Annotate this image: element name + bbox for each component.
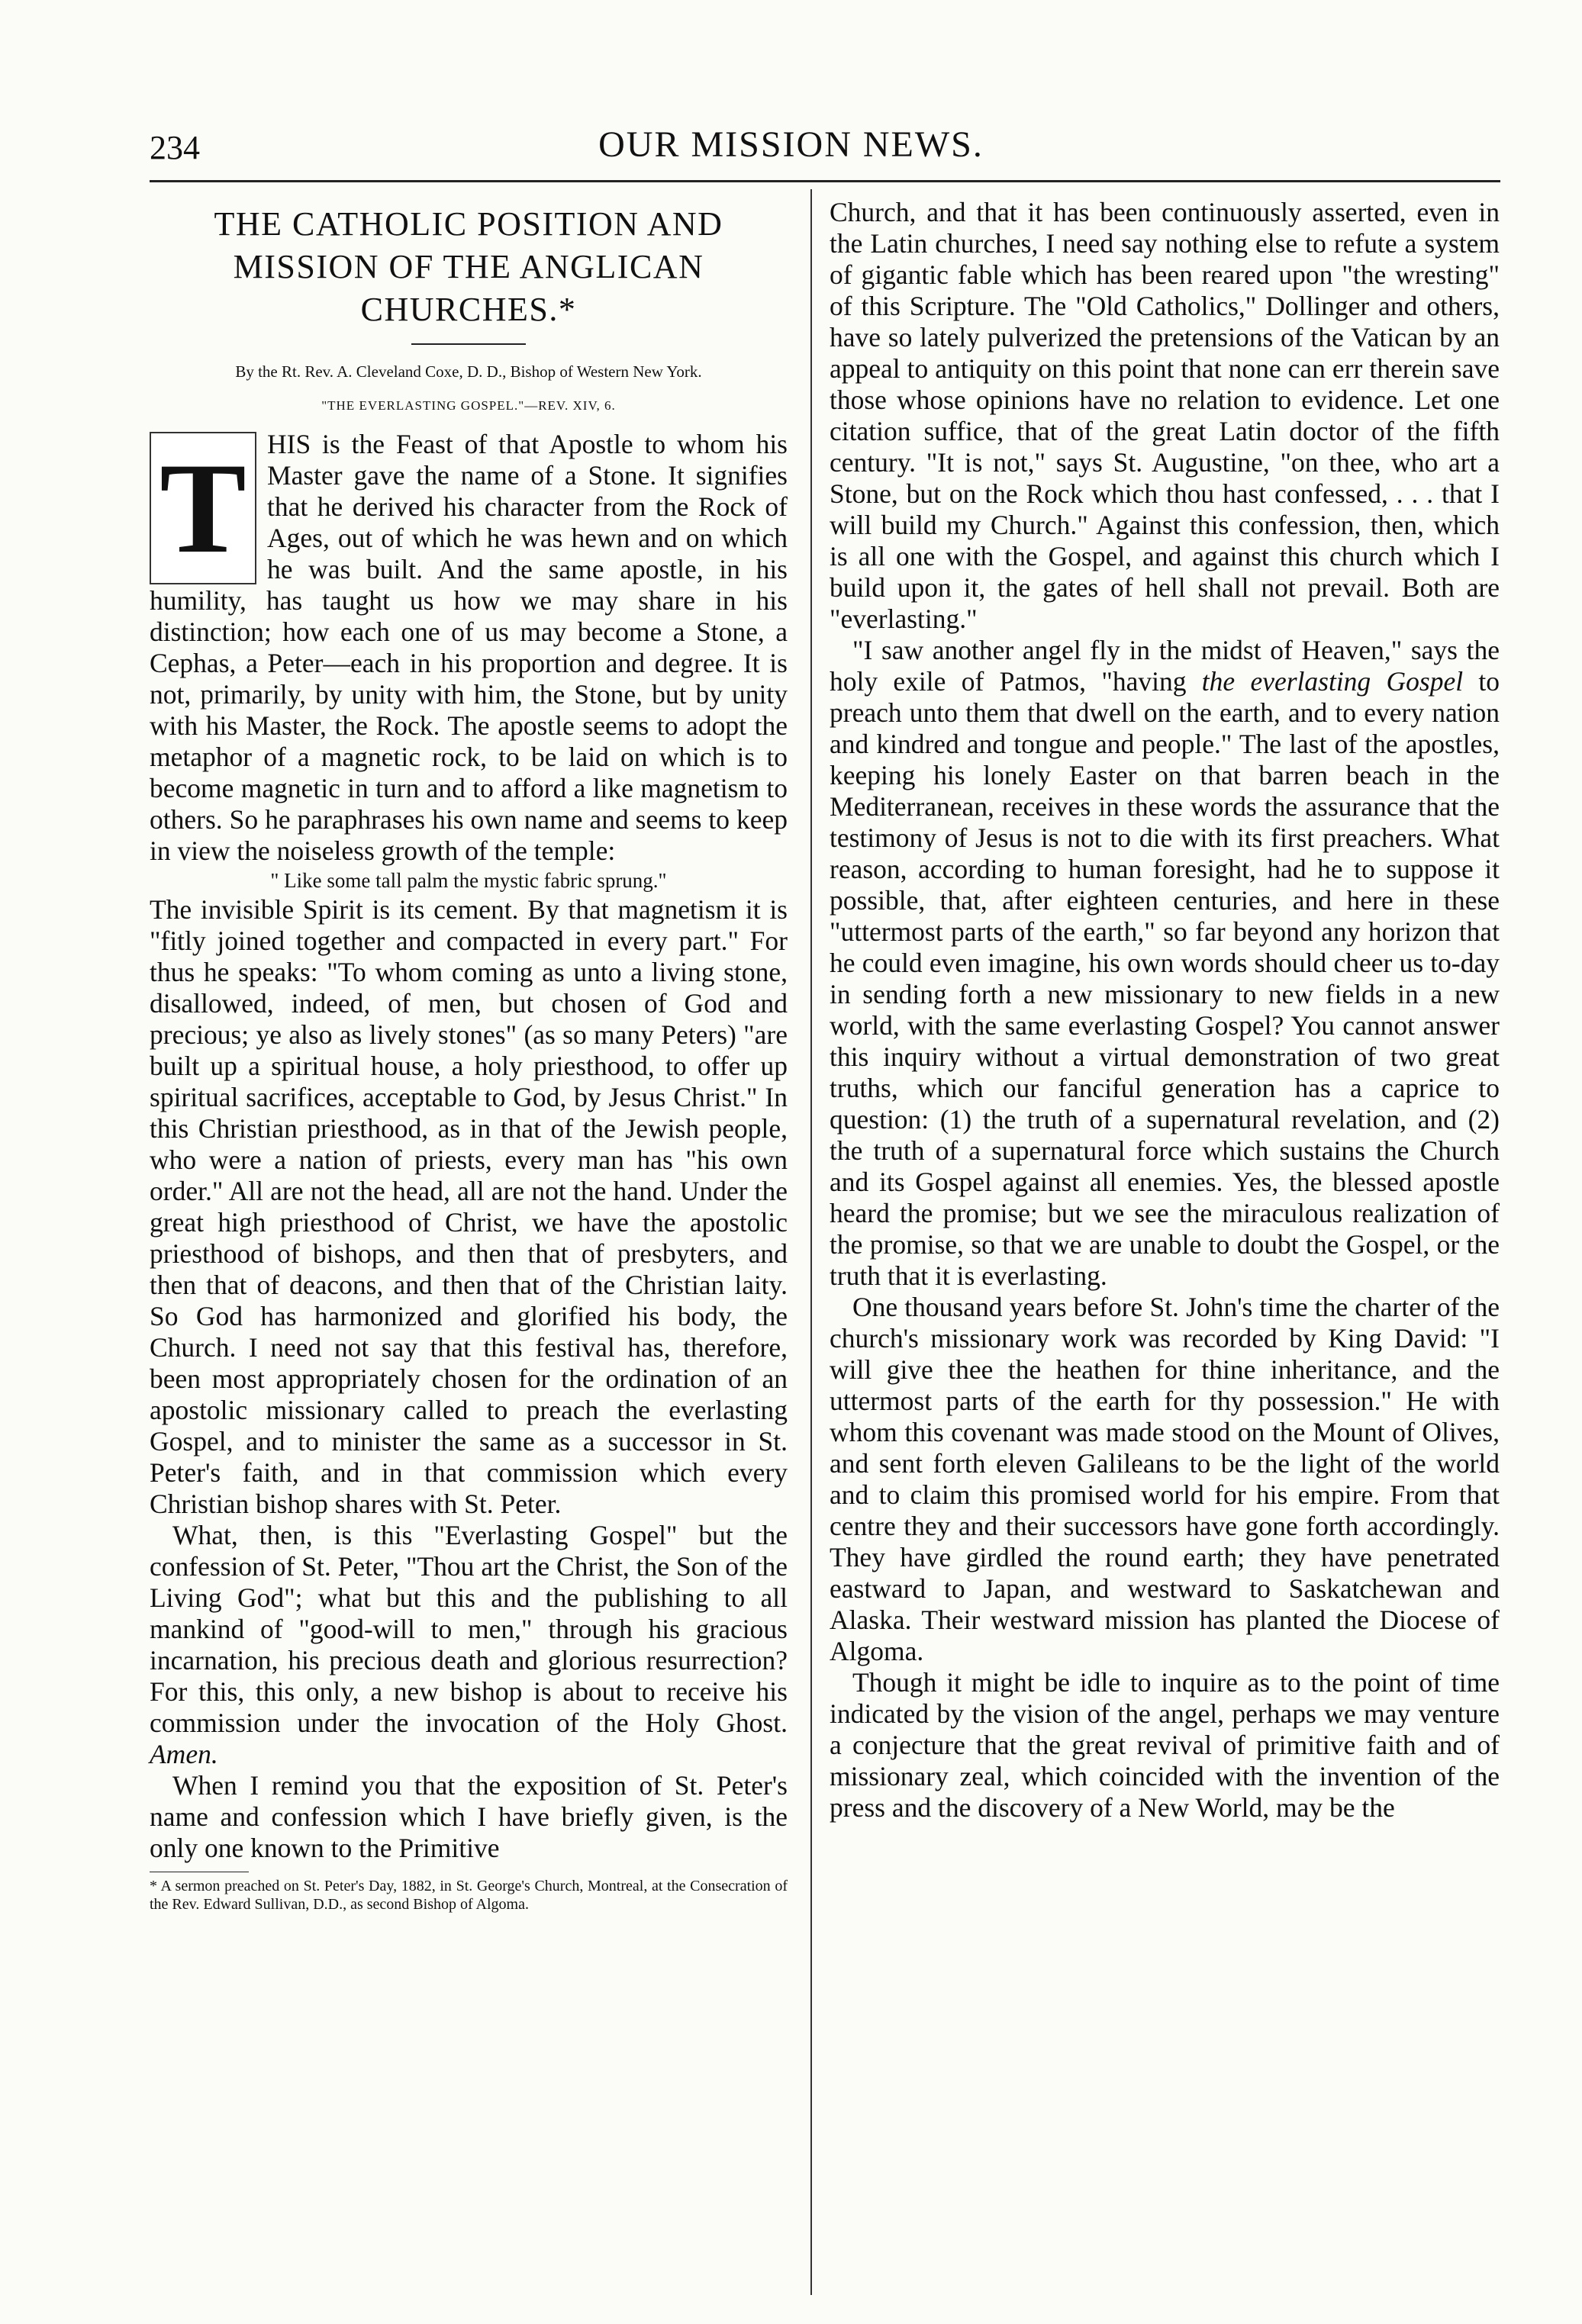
header-rule	[150, 180, 1500, 182]
article-title: THE CATHOLIC POSITION AND MISSION OF THE ANGLICAN CHURCHES.*	[214, 205, 723, 328]
paragraph-text: What, then, is this "Everlasting Gospel" but the confession of St. Peter, "Thou art the Christ, the Son of the Living God"; what but this and the publishing to all mankind of "good-will to men," through his gracious incarnation, his precious death and glorious resurrection? For this, this only, a new bishop is about to receive his commission under the invocation of the Holy Ghost.	[150, 1520, 788, 1738]
paragraph-text: HIS is the Feast of that Apostle to whom his Master gave the name of a Stone. It signifies that he derived his character from the Rock of Ages, out of which he was hewn and on which he was built. And the same apostle, in his humility, has taught us how we may share in his distinction; how each one of us may become a Stone, a Cephas, a Peter—each in his proportion and degree. It is not, primarily, by unity with him, the Stone, but by unity with his Master, the Rock. The apostle seems to adopt the metaphor of a magnetic rock, to be laid on which is to become magnetic in turn and to afford a like magnetism to others. So he paraphrases his own name and seems to keep in view the noiseless growth of the temple:	[150, 429, 788, 866]
paragraph	[150, 429, 788, 867]
footnote: * A sermon preached on St. Peter's Day, 1882, in St. George's Church, Montreal, at the Consecration of the Rev. Edward Sullivan, D.D., as second Bishop of Algoma.	[150, 1878, 788, 1913]
paragraph	[150, 1520, 788, 1770]
paragraph: One thousand years before St. John's time the charter of the church's missionary work was recorded by King David: "I will give thee the heathen for thine inheritance, and the uttermost parts of the earth for thy possession." He with whom this covenant was made stood on the Mount of Olives, and sent forth eleven Galileans to be the light of the world and to claim this promised world for his empire. From that centre they and their successors have gone forth accordingly. They have girdled the round earth; they have penetrated eastward to Japan, and westward to Saskatchewan and Alaska. Their westward mission has planted the Diocese of Algoma.	[830, 1292, 1500, 1666]
scripture-reference: "THE EVERLASTING GOSPEL."—REV. XIV, 6.	[321, 398, 616, 413]
paragraph: Though it might be idle to inquire as to the point of time indicated by the vision of the angel, perhaps we may venture a conjecture that the great revival of primitive faith and of missionary zeal, which coincided with the invention of the press and the discovery of a New World, may be the	[830, 1667, 1500, 1823]
paragraph-text: "I saw another angel fly in the midst of Heaven," says the holy exile of Patmos, "having	[830, 635, 1500, 697]
paragraph	[830, 635, 1500, 1292]
page-number: 234	[150, 129, 200, 166]
title-rule	[411, 343, 526, 345]
paragraph-text: to preach unto them that dwell on the earth, and to every nation and kindred and tongue and people." The last of the apostles, keeping his lonely Easter on that barren beach in the Mediterranean, receives in these words the assurance that the testimony of Jesus is not to die with its first preachers. What reason, according to human foresight, had he to suppose it possible, that, after eighteen centuries, and here in these "uttermost parts of the earth," so far beyond any horizon that he could even imagine, his own words should cheer us to-day in sending forth a new missionary to new fields in a new world, with the same everlasting Gospel? You cannot answer this inquiry without a virtual demonstration of two great truths, which our fanciful generation has a caprice to question: (1) the truth of a supernatural revelation, and (2) the truth of a supernatural force which sustains the Church and its Gospel against all enemies. Yes, the blessed apostle heard the promise; but we see the miraculous realization of the promise, so that we are unable to doubt the Gospel, or the truth that it is everlasting.	[830, 666, 1500, 1291]
drop-cap-letter: T	[159, 436, 246, 580]
amen-text: Amen.	[150, 1739, 218, 1769]
article-byline: By the Rt. Rev. A. Cleveland Coxe, D. D., Bishop of Western New York.	[235, 362, 702, 381]
paragraph: Church, and that it has been continuously asserted, even in the Latin churches, I need say nothing else to refute a system of gigantic fable which has been reared upon "the wresting" of this Scripture. The "Old Catholics," Dollinger and others, have so lately pulverized the pretensions of the Vatican by an appeal to antiquity on this point that none can err therein save those whose opinions have no relation to evidence. Let one citation suffice, that of the great Latin doctor of the fifth century. "It is not," says St. Augustine, "on thee, who art a Stone, but on the Rock which thou hast confessed, . . . that I will build my Church." Against this confession, then, which is all one with the Gospel, and against this church which I build upon it, the gates of hell shall not prevail. Both are "everlasting."	[830, 197, 1500, 634]
italic-phrase: the everlasting Gospel	[1201, 666, 1464, 697]
verse-quote: " Like some tall palm the mystic fabric sprung."	[270, 869, 667, 892]
column-rule	[810, 189, 812, 2295]
paragraph: The invisible Spirit is its cement. By that magnetism it is "fitly joined together and compacted in every part." For thus he speaks: "To whom coming as unto a living stone, disallowed, indeed, of men, but chosen of God and precious; ye also as lively stones" (as so many Peters) "are built up a spiritual house, a holy priesthood, to offer up spiritual sacrifices, acceptable to God, by Jesus Christ." In this Christian priesthood, as in that of the Jewish people, who were a nation of priests, every man has "his own order." All are not the head, all are not the hand. Under the great high priesthood of Christ, we have the apostolic priesthood of bishops, and then that of presbyters, and then that of deacons, and then that of the Christian laity. So God has harmonized and glorified his body, the Church. I need not say that this festival has, therefore, been most appropriately chosen for the ordination of an apostolic missionary called to preach the everlasting Gospel, and to minister the same as a successor in St. Peter's faith, and in that commission which every Christian bishop shares with St. Peter.	[150, 894, 788, 1519]
drop-cap-ornament	[150, 432, 256, 584]
right-column	[830, 197, 1500, 1823]
running-title: OUR MISSION NEWS.	[598, 124, 984, 165]
paragraph: When I remind you that the exposition of St. Peter's name and confession which I have briefly given, is the only one known to the Primitive	[150, 1770, 788, 1863]
left-column	[150, 197, 788, 1914]
